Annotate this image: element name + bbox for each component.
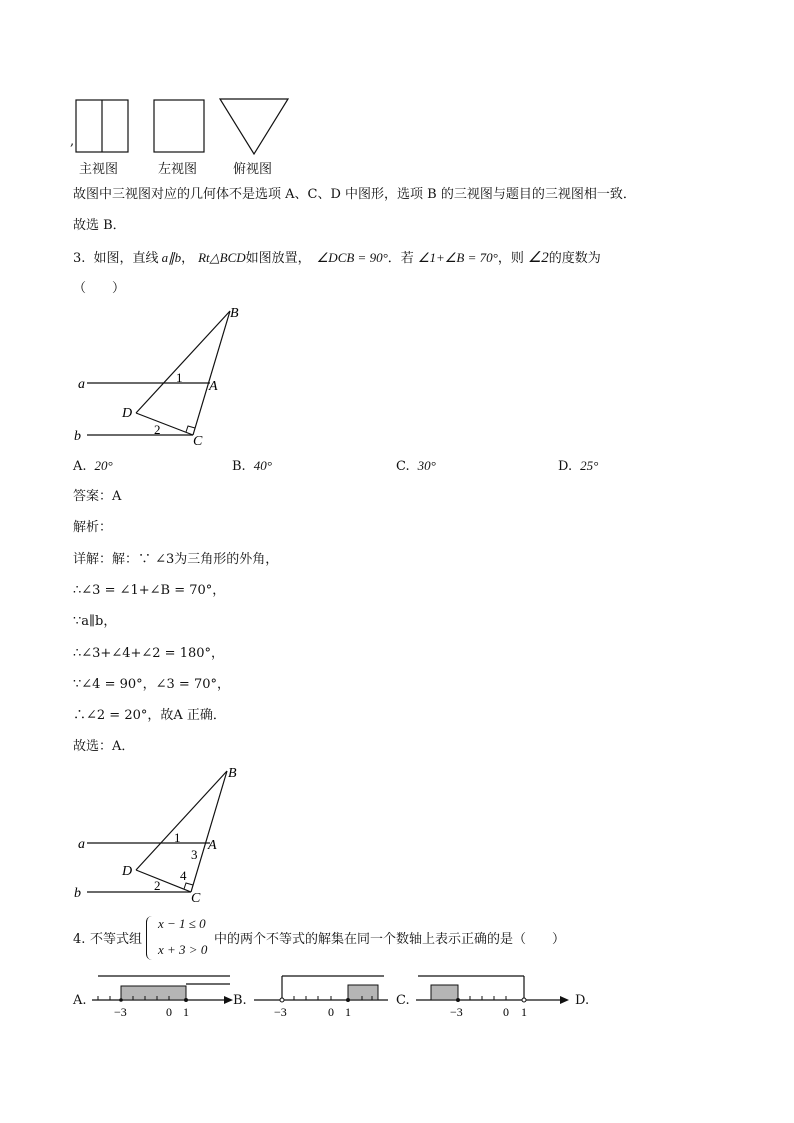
label-angle3: 3 [191,847,198,862]
q3-stem-e: ，则 [497,251,524,266]
q3-stem-f: 的度数为 [548,251,601,266]
label-a: a [78,837,85,852]
q3-option-d[interactable] [558,458,598,475]
label-D: D [122,406,133,421]
q3-rt-triangle: Rt△BCD [198,250,246,265]
label-D: D [122,864,133,879]
option-a-value: 20° [94,458,113,473]
q3-stem-b: ， [181,251,195,266]
q4-stem-b: 中的两个不等式的解集在同一个数轴上表示正确的是（ ） [214,932,566,947]
q3-step-5: ∵∠4 = 90°，∠3 = 70°， [73,677,230,692]
option-c-value: 30° [417,458,436,473]
q4-option-c-letter[interactable]: C. [396,993,410,1008]
svg-text:0: 0 [166,1005,172,1019]
q3-answer-paren: （ ） [73,281,126,296]
label-b: b [74,886,81,901]
q3-stem-d: ．若 [387,251,414,266]
q3-analysis: 解析： [73,520,113,535]
label-B: B [228,766,237,781]
q3-angle-sum: ∠1+∠B = 70° [417,250,498,265]
q3-step-2: ∴∠3 = ∠1+∠B = 70°， [73,583,226,598]
segment-bc [191,771,227,892]
q3-figure [70,302,260,452]
q3-step-3: ∵a∥b， [73,614,117,629]
svg-text:1: 1 [345,1005,351,1019]
svg-text:1: 1 [183,1005,189,1019]
q2-choice: 故选 B． [73,218,126,233]
label-C: C [191,891,201,906]
label-A: A [209,379,218,394]
q4-option-a-letter[interactable]: A. [73,993,87,1008]
svg-text:−3: −3 [114,1005,127,1019]
label-angle1: 1 [176,370,183,385]
q3-stem [73,250,601,267]
option-d-value: 25° [580,458,599,473]
q3-parallel: a∥b [161,250,182,265]
q3-choice: 故选：A． [73,739,135,754]
q4-stem-number: 4. [73,932,86,947]
q3-angle-dcb: ∠DCB = 90° [316,250,388,265]
svg-text:−3: −3 [274,1005,287,1019]
q4-inequality-1: x − 1 ≤ 0 [158,916,206,931]
system-brace [146,916,155,960]
q4-option-b-letter[interactable]: B. [233,993,247,1008]
label-C: C [193,434,203,449]
svg-text:0: 0 [503,1005,509,1019]
option-c-letter: C. [396,459,410,474]
q4-inequality-2: x + 3 > 0 [158,942,208,957]
q4-stem-a: 不等式组 [90,932,143,947]
option-b-value: 40° [253,458,272,473]
top-view-triangle [220,99,288,154]
option-b-letter: B. [232,459,246,474]
option-a-letter: A. [73,459,87,474]
segment-bd [136,771,227,870]
label-angle1: 1 [174,830,181,845]
top-view-label: 俯视图 [233,162,273,177]
q4-number-line-b[interactable] [252,972,392,1022]
svg-text:0: 0 [328,1005,334,1019]
left-view-label: 左视图 [158,162,198,177]
q3-step-4: ∴∠3+∠4+∠2 = 180°， [73,646,225,661]
svg-text:−3: −3 [450,1005,463,1019]
segment-dc [136,413,193,435]
segment-bc [193,311,230,435]
q3-option-b[interactable] [232,458,272,475]
q3-option-c[interactable] [396,458,436,475]
q3-stem-a: 如图，直线 [93,251,159,266]
q4-option-d-letter[interactable]: D. [575,993,590,1008]
label-A: A [208,838,217,853]
three-views-figure [70,96,300,160]
stray-comma: , [70,134,75,149]
option-d-letter: D. [558,459,573,474]
q3-option-a[interactable] [73,458,113,475]
segment-bd [136,311,230,413]
label-angle4: 4 [180,868,187,883]
label-angle2: 2 [154,878,161,893]
label-angle2: 2 [154,422,161,437]
q3-solution-figure [70,762,260,907]
q2-explanation: 故图中三视图对应的几何体不是选项 A、C、D 中图形，选项 B 的三视图与题目的三视图相一致． [73,187,636,202]
q3-step-6: ∴∠2 = 20°，故A 正确． [73,708,226,723]
front-view-label: 主视图 [79,162,119,177]
left-view-rect [154,100,204,152]
label-B: B [230,306,239,321]
q3-number: 3. [73,251,86,266]
label-a: a [78,377,85,392]
svg-text:1: 1 [521,1005,527,1019]
q4-number-line-c[interactable] [414,972,574,1022]
q3-stem-c: 如图放置， [245,251,311,266]
q3-answer: 答案：A [73,489,122,504]
q4-number-line-a[interactable] [90,972,235,1022]
label-b: b [74,429,81,444]
q3-angle2: ∠2 [527,250,549,266]
q3-step-1: 详解：解：∵ ∠3为三角形的外角， [73,552,279,567]
